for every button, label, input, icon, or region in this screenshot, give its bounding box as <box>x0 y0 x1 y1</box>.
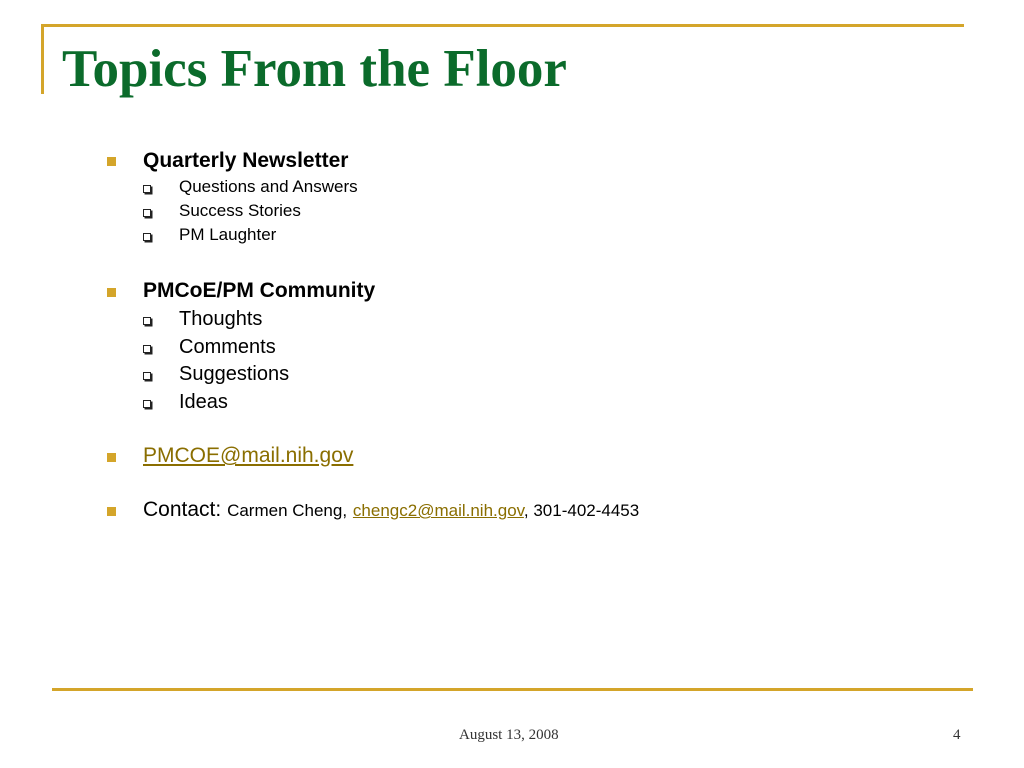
bullet-quarterly-newsletter: Quarterly Newsletter <box>143 149 349 172</box>
sub-bullet-success-stories: Success Stories <box>179 201 301 220</box>
contact-name: Carmen Cheng, <box>227 501 348 520</box>
checkbox-bullet-icon <box>143 345 151 353</box>
square-bullet-icon <box>107 288 116 297</box>
title-frame-vertical-rule <box>41 24 44 94</box>
contact-phone: , 301-402-4453 <box>523 501 640 520</box>
sub-bullet-questions-and-answers: Questions and Answers <box>179 177 358 196</box>
checkbox-bullet-icon <box>143 317 151 325</box>
pmcoe-email-link[interactable]: PMCOE@mail.nih.gov <box>143 444 354 467</box>
sub-bullet-suggestions: Suggestions <box>179 363 290 385</box>
square-bullet-icon <box>107 453 116 462</box>
slide-number: 4 <box>953 727 961 743</box>
sub-bullet-ideas: Ideas <box>179 391 228 413</box>
contact-email-link[interactable]: chengc2@mail.nih.gov <box>352 501 524 520</box>
square-bullet-icon <box>107 507 116 516</box>
bullet-pmcoe-email <box>143 443 353 468</box>
slide-title: Topics From the Floor <box>62 40 567 98</box>
checkbox-bullet-icon <box>143 233 151 241</box>
bullet-contact <box>143 497 639 522</box>
footer-date: August 13, 2008 <box>459 727 559 743</box>
sub-bullet-comments: Comments <box>179 336 276 358</box>
checkbox-bullet-icon <box>143 372 151 380</box>
title-frame-horizontal-rule <box>41 24 964 27</box>
bullet-pm-community: PMCoE/PM Community <box>143 279 376 302</box>
checkbox-bullet-icon <box>143 185 151 193</box>
sub-bullet-thoughts: Thoughts <box>179 308 263 330</box>
footer-rule <box>52 688 973 691</box>
contact-prefix: Contact: <box>143 498 222 521</box>
square-bullet-icon <box>107 157 116 166</box>
sub-bullet-pm-laughter: PM Laughter <box>179 225 277 244</box>
checkbox-bullet-icon <box>143 400 151 408</box>
checkbox-bullet-icon <box>143 209 151 217</box>
